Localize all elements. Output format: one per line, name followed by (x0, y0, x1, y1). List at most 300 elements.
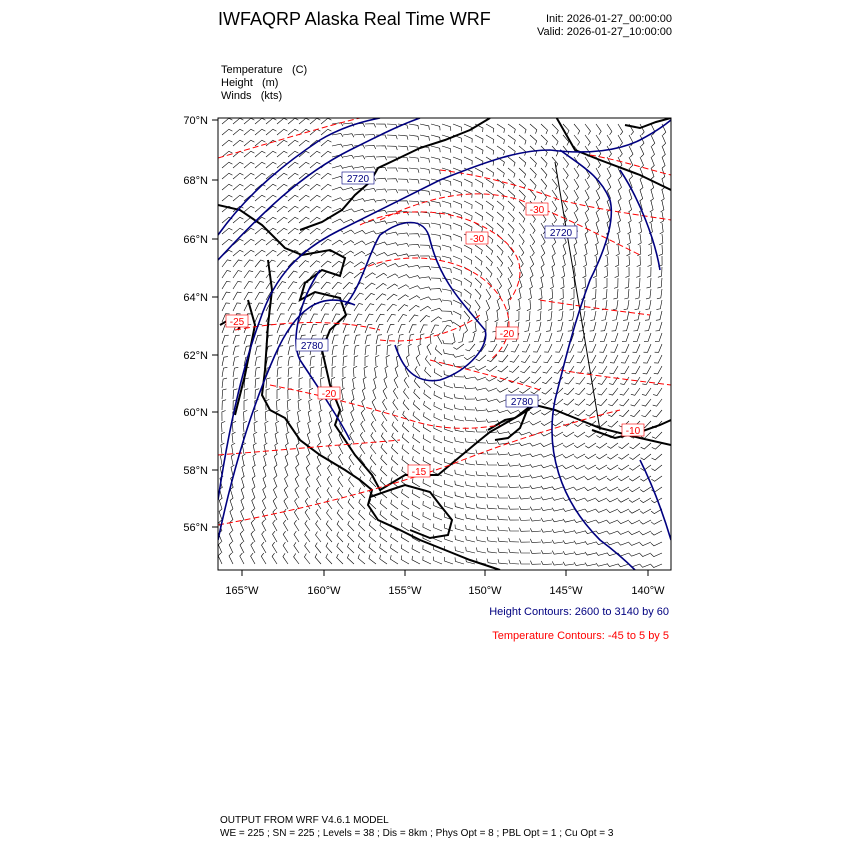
wind-barb (442, 234, 451, 240)
wind-barb (392, 444, 399, 454)
wind-barb (549, 289, 553, 300)
wind-barb (508, 278, 512, 289)
wind-barb (475, 289, 481, 299)
wind-barb (519, 223, 525, 234)
wind-barb (465, 417, 475, 421)
wind-barb (498, 505, 508, 509)
wind-barb (393, 399, 398, 410)
wind-barb (552, 201, 557, 212)
wind-barb (358, 532, 365, 542)
wind-barb (541, 529, 552, 533)
wind-barb (409, 334, 414, 344)
wind-barb (387, 335, 393, 345)
wind-barb (420, 266, 431, 270)
wind-barb (596, 476, 607, 480)
wind-barb (498, 559, 508, 564)
wind-barb (380, 511, 387, 521)
wind-barb (284, 487, 288, 498)
wind-barb (348, 532, 354, 542)
wind-barb (434, 557, 442, 564)
wind-barb (585, 432, 596, 437)
wind-barb (476, 471, 486, 476)
wind-barb (420, 245, 430, 249)
wind-barb (495, 311, 499, 322)
wind-barb (219, 498, 222, 509)
wind-barb (266, 195, 276, 201)
wind-barb (409, 305, 419, 311)
wind-barb (391, 500, 398, 509)
wind-barb (442, 311, 452, 315)
wind-barb (594, 245, 597, 256)
wind-barb (607, 476, 618, 481)
wind-barb (506, 300, 509, 311)
wind-barb (552, 179, 557, 190)
wind-barb (414, 389, 420, 399)
wind-barb (486, 388, 497, 391)
wind-barb (528, 289, 531, 300)
wind-barb (622, 333, 629, 342)
wind-barb (413, 434, 420, 443)
wind-barb (233, 184, 243, 190)
wind-barb (645, 322, 652, 331)
wind-barb (464, 212, 472, 220)
wind-barb (387, 264, 398, 268)
wind-barb (263, 487, 266, 498)
wind-barb (444, 502, 453, 509)
wind-barb (508, 410, 519, 414)
wind-barb (640, 520, 651, 524)
wind-barb (662, 146, 665, 157)
wind-barb (387, 168, 398, 172)
wind-barb (530, 245, 534, 256)
wind-barb (420, 179, 430, 184)
wind-barb (599, 344, 607, 352)
wind-barb (354, 134, 365, 138)
wind-barb (487, 504, 497, 509)
wind-barb (577, 355, 585, 363)
wind-barb (398, 295, 409, 300)
wind-barb (363, 377, 366, 388)
wind-barb (547, 311, 552, 321)
wind-barb (413, 400, 420, 410)
wind-barb (541, 234, 545, 245)
wind-barb (343, 367, 347, 378)
wind-barb (530, 561, 541, 565)
wind-barb (316, 532, 322, 543)
wind-barb (348, 488, 354, 498)
wind-barb (348, 499, 354, 509)
wind-barb (338, 487, 343, 498)
wind-barb (233, 378, 238, 388)
svg-text:2720: 2720 (346, 174, 370, 185)
wind-barb (299, 367, 304, 377)
wind-barb (486, 212, 493, 221)
wind-barb (423, 446, 431, 454)
wind-barb (332, 303, 341, 311)
wind-barb (610, 366, 619, 374)
wind-barb (420, 157, 430, 163)
wind-barb (624, 300, 629, 310)
wind-barb (586, 388, 596, 395)
wind-barb (583, 267, 587, 278)
wind-barb (365, 124, 376, 128)
wind-barb (233, 367, 238, 377)
wind-barb (359, 499, 365, 509)
wind-barb (315, 554, 321, 564)
lat-tick (183, 115, 218, 127)
wind-barb (563, 179, 568, 190)
wind-barb (646, 289, 651, 299)
wind-barb (418, 344, 421, 355)
wind-barb (642, 399, 651, 406)
wind-barb (316, 520, 321, 531)
wind-barb (401, 556, 409, 565)
lat-tick (183, 465, 218, 477)
wind-barb (305, 542, 310, 553)
wind-barb (332, 345, 338, 355)
wind-barb (601, 311, 607, 321)
wind-barb (272, 553, 277, 564)
wind-barb (444, 403, 453, 410)
wind-barb (464, 146, 472, 154)
wind-barb (496, 300, 499, 311)
wind-barb (354, 304, 363, 312)
wind-barb (615, 256, 619, 267)
wind-barb (294, 520, 299, 531)
wind-barb (508, 442, 519, 445)
wind-barb (353, 366, 357, 377)
wind-barb (574, 443, 585, 448)
wind-barb (509, 516, 520, 520)
wind-barb (552, 497, 563, 500)
wind-barb (453, 146, 461, 153)
wind-barb (398, 146, 408, 151)
wind-barb (497, 278, 502, 289)
wind-barb (541, 179, 547, 189)
wind-barb (232, 432, 236, 443)
wind-barb (530, 256, 534, 267)
wind-barb (498, 494, 508, 498)
wind-barb (376, 221, 387, 224)
wind-barb (475, 256, 482, 265)
wind-barb (233, 292, 241, 300)
wind-barb (552, 529, 563, 532)
wind-barb (634, 322, 641, 331)
wind-barb (277, 260, 287, 267)
wind-barb (644, 333, 651, 342)
wind-barb (321, 377, 325, 388)
wind-barb (638, 223, 641, 234)
wind-barb (424, 390, 431, 399)
wind-barb (640, 531, 651, 535)
lon-tick (388, 570, 422, 597)
wind-barb (431, 317, 442, 322)
wind-barb (338, 476, 343, 487)
wind-barb (486, 289, 491, 300)
wind-barb (563, 551, 574, 554)
wind-barb (402, 445, 409, 455)
wind-barb (244, 389, 248, 399)
wind-barb (262, 520, 266, 531)
wind-barb (487, 537, 497, 542)
wind-barb (321, 261, 331, 267)
wind-barb (365, 293, 375, 300)
wind-barb (230, 520, 233, 531)
wind-barb (412, 523, 420, 531)
wind-barb (563, 454, 574, 458)
wind-barb (508, 484, 519, 488)
wind-barb (442, 267, 451, 273)
wind-barb (633, 344, 641, 352)
wind-barb (376, 345, 381, 355)
wind-barb (354, 167, 365, 170)
wind-barb (656, 322, 663, 331)
wind-barb (453, 179, 461, 186)
wind-barb (635, 289, 640, 299)
wind-barb (371, 421, 376, 432)
wind-barb (338, 454, 343, 465)
wind-barb (376, 146, 387, 150)
wind-barb (575, 410, 585, 416)
wind-barb (255, 335, 262, 344)
wind-barb (559, 300, 563, 310)
wind-barb (598, 388, 607, 395)
wind-barb (596, 454, 607, 459)
wind-barb (475, 377, 486, 380)
wind-barb (442, 179, 451, 186)
wind-barb (465, 344, 475, 351)
wind-barb (552, 486, 563, 489)
wind-barb (607, 135, 612, 146)
wind-barb (618, 135, 623, 146)
wind-barb (486, 267, 492, 277)
wind-barb (640, 190, 643, 201)
wind-barb (380, 544, 387, 553)
wind-barb (299, 162, 309, 168)
wind-barb (476, 493, 486, 498)
wind-barb (612, 311, 618, 321)
wind-barb (541, 168, 547, 178)
wind-barb (240, 520, 244, 531)
wind-barb (475, 300, 480, 311)
wind-barb (254, 421, 258, 432)
wind-barb (586, 410, 596, 416)
wind-barb (585, 520, 596, 523)
wind-barb (607, 124, 612, 135)
wind-barb (455, 481, 464, 487)
wind-barb (387, 345, 391, 355)
wind-barb (590, 311, 596, 321)
wind-barb (508, 168, 515, 178)
wind-barb (365, 167, 376, 171)
wind-barb (294, 542, 299, 553)
wind-barb (403, 400, 409, 410)
wind-barb (442, 124, 451, 131)
lat-tick (183, 522, 218, 534)
wind-barb (342, 377, 346, 388)
wind-barb (365, 145, 376, 149)
height-label (342, 172, 374, 185)
wind-barb (244, 162, 254, 168)
wind-barb (310, 184, 320, 190)
wind-barb (398, 190, 408, 194)
wind-barb (565, 377, 574, 384)
wind-barb (497, 462, 508, 466)
wind-barb (384, 377, 387, 388)
wind-barb (317, 476, 321, 487)
height-contour-info: Height Contours: 2600 to 3140 by 60 (489, 606, 669, 618)
wind-barb (371, 444, 377, 455)
wind-barb (326, 554, 332, 564)
wind-barb (362, 399, 365, 410)
wind-barb (350, 421, 354, 432)
wind-barb (508, 473, 519, 477)
wind-barb (284, 498, 288, 509)
wind-barb (386, 355, 390, 366)
wind-barb (519, 278, 522, 289)
wind-barb (466, 503, 476, 509)
wind-barb (434, 524, 442, 531)
wind-barb (619, 410, 629, 417)
wind-barb (487, 472, 497, 476)
wind-barb (574, 465, 585, 469)
wind-barb (283, 553, 288, 564)
wind-barb (660, 223, 664, 234)
wind-barb (343, 155, 354, 158)
wind-barb (629, 146, 633, 157)
wind-barb (612, 322, 618, 331)
wind-barb (611, 333, 618, 342)
wind-barb (453, 267, 461, 275)
wind-barb (597, 399, 607, 406)
wind-barb (530, 496, 541, 499)
wind-barb (618, 201, 621, 212)
wind-barb (651, 531, 662, 535)
wind-barb (348, 521, 354, 531)
wind-barb (607, 498, 618, 502)
wind-barb (519, 201, 525, 211)
wind-barb (222, 195, 232, 201)
wind-barb (343, 145, 354, 149)
wind-barb (486, 168, 494, 177)
wind-barb (321, 282, 331, 289)
temp-label (318, 387, 340, 400)
wind-barb (464, 289, 471, 298)
wind-barb (412, 501, 420, 509)
wind-barb (306, 476, 310, 487)
wind-barb (508, 157, 515, 166)
wind-barb (593, 278, 597, 289)
wind-barb (376, 200, 387, 204)
wind-barb (218, 553, 222, 564)
wind-barb (453, 124, 461, 131)
wind-barb (486, 124, 494, 132)
wind-barb (431, 299, 442, 303)
wind-barb (420, 306, 431, 311)
wind-barb (618, 454, 629, 459)
wind-barb (475, 278, 482, 288)
wind-barb (231, 454, 234, 465)
wind-barb (398, 168, 408, 172)
wind-barb (343, 188, 354, 191)
wind-barb (640, 146, 644, 157)
wind-barb (229, 553, 233, 564)
wind-barb (294, 531, 299, 542)
wind-barb (343, 230, 354, 234)
wind-barb (266, 118, 276, 124)
wind-barb (646, 300, 652, 310)
wind-barb (244, 281, 253, 289)
wind-barb (408, 344, 412, 355)
field-unit: (m) (261, 77, 279, 89)
wind-barb (509, 506, 520, 510)
wind-barb (585, 124, 591, 135)
wind-barb (283, 542, 288, 553)
wind-barb (359, 510, 365, 520)
wind-barb (296, 465, 300, 476)
wind-barb (453, 190, 461, 197)
wind-barb (574, 135, 580, 146)
wind-barb (412, 512, 420, 520)
wind-barb (343, 251, 354, 256)
svg-text:-20: -20 (321, 389, 337, 400)
wind-barb (352, 388, 355, 399)
wind-barb (288, 118, 298, 124)
wind-barb (475, 267, 482, 277)
wind-barb (509, 560, 519, 564)
wind-barb (262, 509, 266, 520)
wind-barb (552, 551, 563, 555)
wind-barb (277, 292, 286, 300)
wind-barb (242, 465, 245, 476)
wind-barb (592, 289, 596, 299)
wind-barb (558, 311, 563, 321)
wind-barb (596, 531, 607, 534)
wind-barb (266, 151, 276, 157)
wind-barb (359, 521, 366, 531)
svg-text:155°W: 155°W (388, 585, 422, 597)
wind-barb (508, 201, 515, 211)
wind-barb (584, 245, 587, 256)
wind-barb (321, 303, 330, 311)
wind-barb (476, 428, 487, 432)
wind-barb (563, 476, 574, 479)
wind-barb (387, 274, 398, 278)
wind-barb (519, 528, 530, 532)
wind-barb (486, 398, 497, 401)
wind-barb (252, 476, 255, 487)
wind-barb (487, 515, 497, 520)
wind-barb (485, 311, 488, 322)
wind-barb (476, 504, 486, 509)
wind-barb (263, 465, 266, 476)
wind-barb (244, 292, 252, 300)
wind-barb (508, 388, 519, 393)
wind-barb (596, 190, 600, 201)
wind-barb (283, 520, 288, 531)
wind-barb (651, 157, 654, 168)
wind-barb (444, 349, 454, 355)
wind-barb (661, 201, 664, 212)
wind-barb (277, 206, 287, 212)
wind-barb (475, 418, 486, 422)
svg-text:145°W: 145°W (549, 585, 583, 597)
wind-barb (639, 212, 642, 223)
wind-barb (636, 267, 640, 277)
wind-barb (607, 520, 618, 523)
wind-barb (244, 140, 254, 146)
wind-barb (431, 135, 440, 141)
